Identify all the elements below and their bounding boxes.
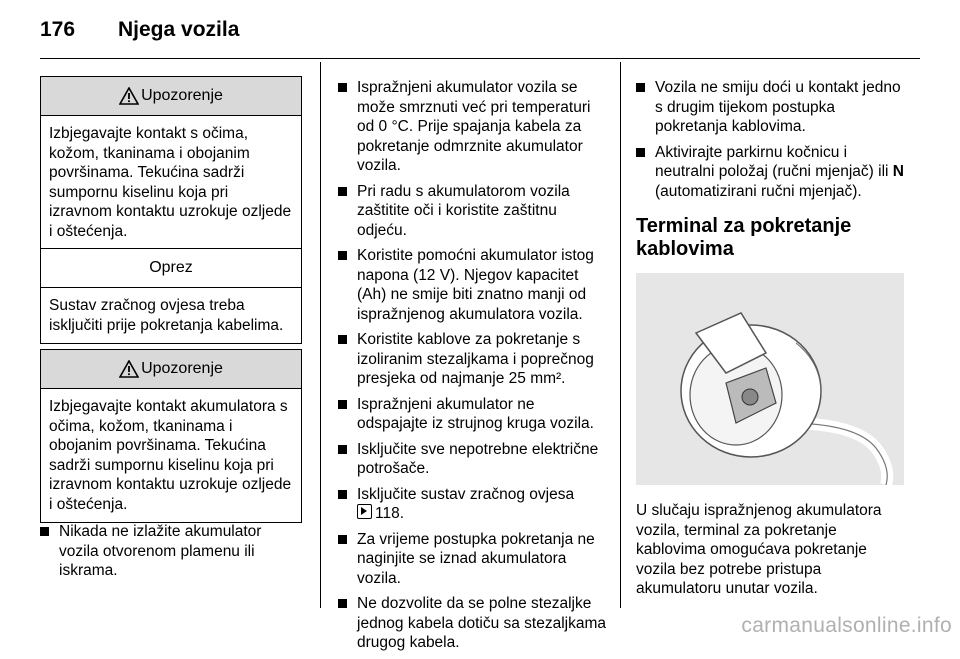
list-item: Vozila ne smiju doći u kontakt jedno s drugim tijekom postupka pokretanja kablovima.: [636, 78, 904, 137]
column-divider-2: [620, 62, 621, 608]
warning-text: Izbjegavajte kontakt akumulatora s očima, kožom, tkaninama i obojanim površinama. Tekućina sadrži sumpornu kiselinu koja pri izravnom kontaktu uzrokuje ozljede i oštećenja.: [49, 398, 292, 513]
page-reference-icon: [357, 504, 372, 519]
warning-box-2: [40, 349, 302, 523]
terminal-illustration-icon: [636, 273, 904, 485]
list-item: Isključite sve nepotrebne električne potrošače.: [338, 440, 606, 479]
page-header: [40, 14, 920, 48]
list-item: Aktivirajte parkirnu kočnicu i neutralni položaj (ručni mjenjač) ili N (automatizirani ručni mjenjač).: [636, 143, 904, 202]
bullet-square-icon: [338, 599, 347, 608]
warning-triangle-icon: [119, 87, 139, 105]
caution-title: Oprez: [149, 259, 193, 276]
caution-box-header: [41, 249, 301, 288]
warning-title: Upozorenje: [141, 360, 223, 377]
list-item: Koristite kablove za pokretanje s izoliranim stezaljkama i poprečnog presjeka od najmanje 25 mm².: [338, 330, 606, 389]
bullet-list-col3: [636, 78, 904, 201]
list-item: Pri radu s akumulatorom vozila zaštitite oči i koristite zaštitnu odjeću.: [338, 182, 606, 241]
warning-text: Izbjegavajte kontakt s očima, kožom, tkaninama i obojanim površinama. Tekućina sadrži sumpornu kiselinu koja pri izravnom kontaktu uzrokuje ozljede i oštećenja.: [49, 125, 292, 240]
bullet-square-icon: [338, 335, 347, 344]
bullet-square-icon: [338, 445, 347, 454]
bullet-square-icon: [338, 83, 347, 92]
bullet-square-icon: [40, 527, 49, 536]
column-2: [338, 62, 606, 659]
page-title: Njega vozila: [118, 18, 240, 41]
list-item: Ispražnjeni akumulator vozila se može smrznuti već pri temperaturi od 0 °C. Prije spajanja kabela za pokretanje odmrznite akumulator vozila.: [338, 78, 606, 176]
column-3: [636, 62, 904, 599]
list-item: Isključite sustav zračnog ovjesa 118.: [338, 485, 606, 524]
warning-box-header: [41, 350, 301, 389]
bullet-list-col2: [338, 78, 606, 653]
list-item: Koristite pomoćni akumulator istog napona (12 V). Njegov kapacitet (Ah) ne smije biti znatno manji od ispražnjenog akumulatora vozila.: [338, 246, 606, 324]
page-number: 176: [40, 18, 76, 41]
jump-start-terminal-illustration: [636, 273, 904, 485]
warning-box-header: [41, 77, 301, 116]
terminal-description: U slučaju ispražnjenog akumulatora vozila, terminal za pokretanje kablovima omogućava pokretanje vozila bez potrebe pristupa akumulatoru unutar vozila.: [636, 502, 882, 597]
list-item: Ispražnjeni akumulator ne odspajajte iz strujnog kruga vozila.: [338, 395, 606, 434]
bullet-list-col1: [40, 522, 302, 587]
bullet-square-icon: [338, 535, 347, 544]
warning-title: Upozorenje: [141, 87, 223, 104]
section-heading: Terminal za pokretanje kablovima: [636, 215, 852, 260]
bullet-square-icon: [338, 400, 347, 409]
column-divider-1: [320, 62, 321, 608]
bullet-square-icon: [338, 251, 347, 260]
bullet-square-icon: [338, 187, 347, 196]
page-reference-link[interactable]: 118.: [375, 505, 405, 522]
header-divider: [40, 58, 920, 59]
caution-box: [40, 248, 302, 344]
bullet-square-icon: [338, 490, 347, 499]
bullet-square-icon: [636, 83, 645, 92]
bullet-square-icon: [636, 148, 645, 157]
list-item: Ne dozvolite da se polne stezaljke jednog kabela dotiču sa stezaljkama drugog kabela.: [338, 594, 606, 653]
warning-box-1: [40, 76, 302, 250]
list-item: Za vrijeme postupka pokretanja ne naginjite se iznad akumulatora vozila.: [338, 530, 606, 589]
list-item: Nikada ne izlažite akumulator vozila otvorenom plamenu ili iskrama.: [40, 522, 302, 581]
warning-triangle-icon: [119, 360, 139, 378]
watermark: carmanualsonline.info: [741, 614, 952, 637]
caution-text: Sustav zračnog ovjesa treba isključiti prije pokretanja kabelima.: [49, 297, 284, 334]
